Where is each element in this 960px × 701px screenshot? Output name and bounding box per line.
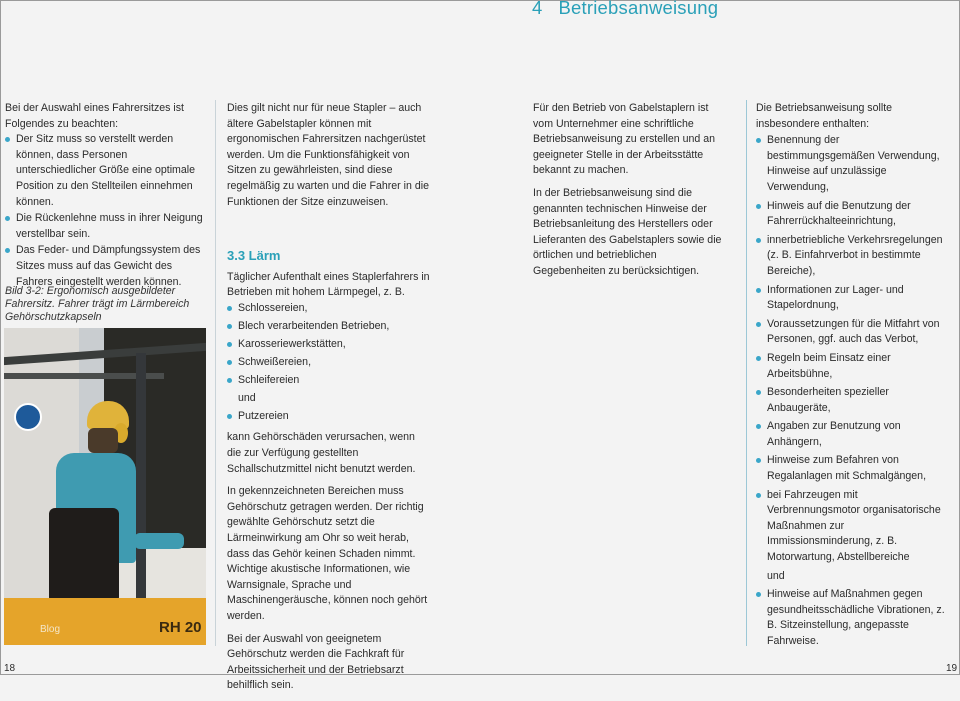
column-2 (227, 101, 430, 701)
noise-workplaces-list (227, 301, 430, 425)
instruction-contents-list (756, 133, 950, 649)
section-heading: 3.3 Lärm (227, 248, 281, 264)
page-number-left: 18 (4, 663, 16, 674)
column-3 (533, 101, 730, 287)
paragraph: Dies gilt nicht nur für neue Stapler – auch ältere Gabelstapler können mit ergonomischen Fahrersitzen nachgerüstet werden. Um die Funktionsfähigkeit von Sitzen zu gewährleisten, sind diese regelmäßig zu warten und die Fahrer in die Funktionen der Sitze einzuweisen. (227, 102, 429, 208)
list-item: Voraussetzungen für die Mitfahrt von Personen, ggf. auch das Verbot, (756, 317, 950, 348)
list-conjunction: und (767, 569, 785, 582)
list-item: Blech verarbeitenden Betrieben, (227, 319, 430, 335)
page-number-right: 19 (946, 663, 958, 674)
column-divider (215, 100, 216, 646)
list-item: Besonderheiten spezieller Anbaugeräte, (756, 385, 950, 416)
hearing-protection-sign-icon (14, 403, 42, 431)
paragraph: Die Betriebsanweisung sollte insbesondere enthalten: (756, 102, 893, 130)
paragraph: Täglicher Aufenthalt eines Staplerfahrers in Betrieben mit hohem Lärmpegel, z. B. (227, 270, 430, 299)
paragraph: Für den Betrieb von Gabelstaplern ist vom Unternehmer eine schriftliche Betriebsanweisung zu erstellen und an geeigneter Stelle in der Arbeitsstätte bekannt zu machen. (533, 102, 715, 177)
forklift-driver-photo (4, 328, 206, 645)
list-item: Karosseriewerkstätten, (227, 337, 430, 353)
list-item: Informationen zur Lager- und Stapelordnung, (756, 283, 950, 314)
list-item: bei Fahrzeugen mit Verbrennungsmotor organisatorische Maßnahmen zur Immissionsminderung, z. B. Motorwartung, Abstellbereiche (756, 488, 950, 566)
list-item: Der Sitz muss so verstellt werden können, dass Personen unterschiedlicher Größe eine optimale Position zu den Stellteilen einnehmen können. (5, 132, 210, 210)
list-item: Hinweis auf die Benutzung der Fahrerrückhalteeinrichtung, (756, 199, 950, 230)
list-item: Hinweise zum Befahren von Regalanlagen mit Schmalgängen, (756, 453, 950, 484)
seat-requirements-list (5, 132, 210, 290)
paragraph: In der Betriebsanweisung sind die genannten technischen Hinweise der Betriebsanleitung des Herstellers oder Lieferanten des Gabelstaplers sowie die örtlichen und betrieblichen Gegebenheiten zu berücksichtigen. (533, 186, 722, 277)
forklift-model-label: RH 20 (159, 619, 202, 636)
chapter-title: Betriebsanweisung (558, 0, 719, 18)
list-item: Regeln beim Einsatz einer Arbeitsbühne, (756, 351, 950, 382)
paragraph: kann Gehörschäden verursachen, wenn die zur Verfügung gestellten Schallschutzmittel nicht benutzt werden. (227, 431, 416, 475)
column-divider (746, 100, 747, 646)
list-item: Putzereien (227, 409, 430, 425)
list-item: Das Feder- und Dämpfungssystem des Sitzes muss auf das Gewicht des Fahrers eingestellt werden können. (5, 243, 210, 290)
column-4 (756, 101, 950, 656)
list-conjunction: und (238, 391, 256, 404)
watermark: Blog (40, 624, 61, 635)
chapter-heading (532, 0, 718, 19)
intro-text: Bei der Auswahl eines Fahrersitzes ist Folgendes zu beachten: (5, 102, 184, 130)
left-column (5, 101, 210, 296)
list-item: Schleifereien (227, 373, 430, 389)
list-item: Hinweise auf Maßnahmen gegen gesundheitsschädliche Vibrationen, z. B. Sitzeinstellung, angepasste Fahrweise. (756, 587, 950, 649)
figure-caption: Bild 3-2: Ergonomisch ausgebildeter Fahrersitz. Fahrer trägt im Lärmbereich Gehörschutzkapseln (5, 285, 190, 323)
list-item: Schlossereien, (227, 301, 430, 317)
list-item: Angaben zur Benutzung von Anhängern, (756, 419, 950, 450)
list-item: Schweißereien, (227, 355, 430, 371)
list-item: innerbetriebliche Verkehrsregelungen (z. B. Einfahrverbot in bestimmte Bereiche), (756, 233, 950, 280)
paragraph: Bei der Auswahl von geeignetem Gehörschutz werden die Fachkraft für Arbeitssicherheit und der Betriebsarzt behilflich sein. (227, 632, 405, 692)
paragraph: In gekennzeichneten Bereichen muss Gehörschutz getragen werden. Der richtig gewählte Gehörschutz setzt die Lärmeinwirkung am Ohr so weit herab, dass das Gehör keinen Schaden nimmt. Wichtige akustische Informationen, wie Warnsignale, Sprache und Maschinengeräusche, können noch gehört werden. (227, 485, 428, 622)
chapter-number: 4 (532, 0, 543, 18)
list-item: Die Rückenlehne muss in ihrer Neigung verstellbar sein. (5, 211, 210, 242)
list-item: Benennung der bestimmungsgemäßen Verwendung, Hinweise auf unzulässige Verwendung, (756, 133, 950, 195)
